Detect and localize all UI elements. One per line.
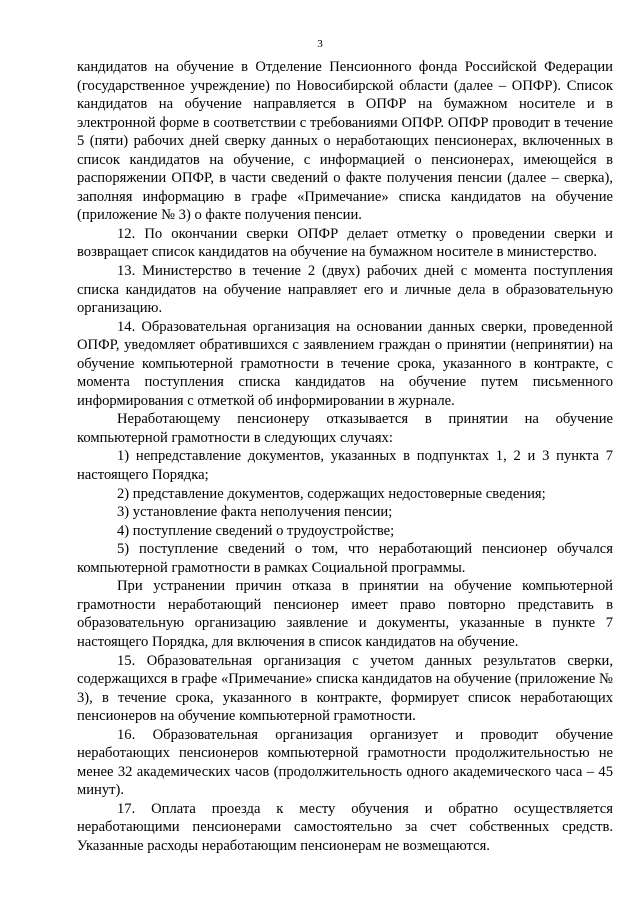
paragraph-item-16: 16. Образовательная организация организует и проводит обучение неработающих пенсионеров компьютерной грамотности продолжительностью не менее 32 академических часов (продолжительность одного академического часа – 45 минут). bbox=[77, 726, 613, 799]
list-item-refusal-4: 4) поступление сведений о трудоустройстве; bbox=[117, 522, 395, 539]
paragraph-item-13: 13. Министерство в течение 2 (двух) рабочих дней с момента поступления списка кандидатов на обучение направляет его и личные дела в образовательную организацию. bbox=[77, 263, 613, 317]
list-item-refusal-1: 1) непредставление документов, указанных в подпунктах 1, 2 и 3 пункта 7 настоящего Порядка; bbox=[77, 448, 613, 484]
list-item-refusal-5: 5) поступление сведений о том, что неработающий пенсионер обучался компьютерной грамотности в рамках Социальной программы. bbox=[77, 541, 613, 576]
page-number: 3 bbox=[317, 38, 323, 50]
paragraph-item-17: 17. Оплата проезда к месту обучения и обратно осуществляется неработающими пенсионерами самостоятельно за счет собственных средств. Указанные расходы неработающим пенсионерам не возмещаются. bbox=[77, 800, 613, 854]
paragraph-refusal-intro: Неработающему пенсионеру отказывается в принятии на обучение компьютерной грамотности в следующих случаях: bbox=[77, 411, 613, 446]
list-item-refusal-3: 3) установление факта неполучения пенсии; bbox=[117, 504, 393, 521]
list-item-refusal-2: 2) представление документов, содержащих недостоверные сведения; bbox=[117, 485, 546, 502]
paragraph-item-12: 12. По окончании сверки ОПФР делает отметку о проведении сверки и возвращает список кандидатов на обучение на бумажном носителе в министерство. bbox=[77, 225, 613, 261]
paragraph-resubmission: При устранении причин отказа в принятии на обучение компьютерной грамотности неработающий пенсионер имеет право повторно представить в образовательную организацию заявление и документы, указанные в пункте 7 настоящего Порядка, для включения в список кандидатов на обучение. bbox=[77, 578, 613, 650]
paragraph-item-15: 15. Образовательная организация с учетом данных результатов сверки, содержащихся в графе «Примечание» списка кандидатов на обучение (приложение № 3), в течение срока, указанного в контракте, формирует список неработающих пенсионеров на обучение компьютерной грамотности. bbox=[77, 652, 613, 725]
document-body bbox=[77, 58, 613, 856]
paragraph-item-14: 14. Образовательная организация на основании данных сверки, проведенной ОПФР, уведомляет обратившихся с заявлением граждан о принятии (непринятии) на обучение компьютерной грамотности в течение срока, указанного в контракте, с момента поступления списка кандидатов на обучение путем письменного информирования с отметкой об информировании в журнале. bbox=[77, 318, 613, 409]
paragraph-continuation: кандидатов на обучение в Отделение Пенсионного фонда Российской Федерации (государственное учреждение) по Новосибирской области (далее – ОПФР). Список кандидатов на обучение направляется в ОПФР на бумажном носителе и в электронной форме в соответствии с требованиями ОПФР. ОПФР проводит в течение 5 (пяти) рабочих дней сверку данных о неработающих пенсионерах, включенных в список кандидатов на обучение, с информацией о пенсионерах, имеющейся в распоряжении ОПФР, в части сведений о факте получения пенсии (далее – сверка), заполняя информацию в графе «Примечание» списка кандидатов на обучение (приложение № 3) о факте получения пенсии. bbox=[77, 59, 613, 224]
